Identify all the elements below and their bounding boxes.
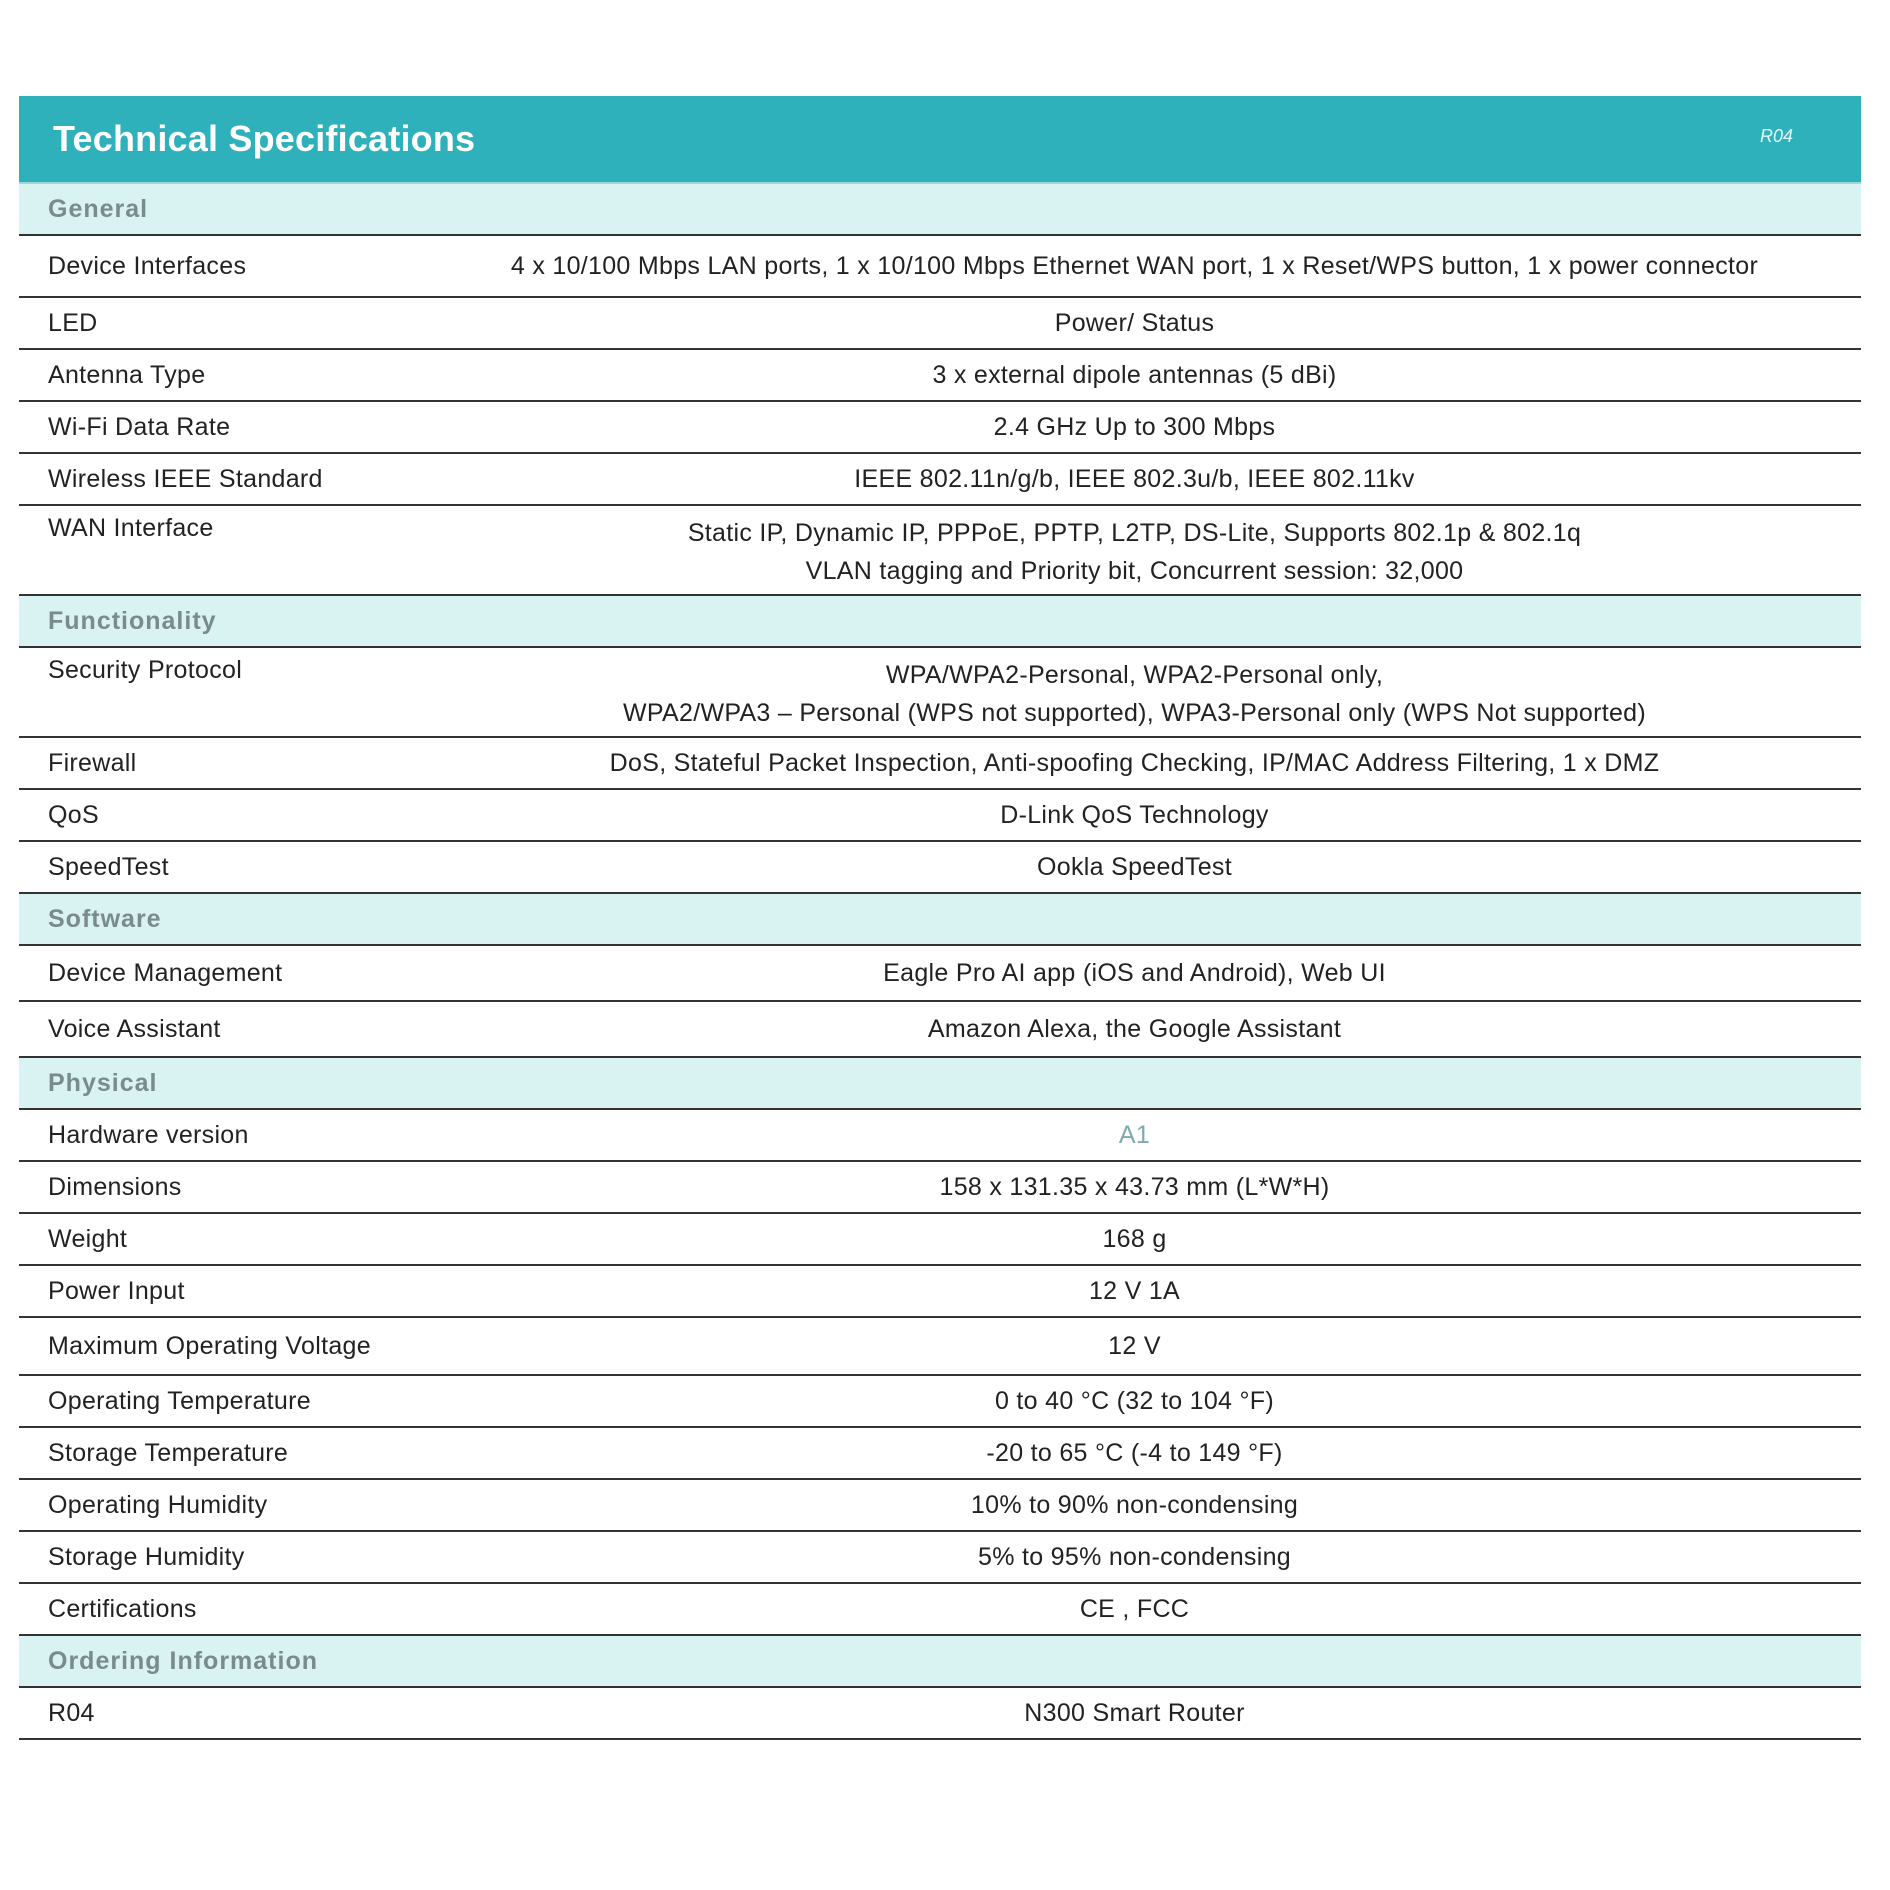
section-functionality-header [19,596,1861,648]
spec-label: Power Input [48,1276,185,1305]
section-title: Software [48,904,162,933]
spec-row-storage-temperature [19,1428,1861,1480]
spec-value: CE , FCC [1079,1595,1190,1623]
spec-label: Storage Humidity [48,1542,245,1571]
spec-label: Operating Humidity [48,1490,268,1519]
spec-row-ordering-r04 [19,1688,1861,1740]
spec-value [438,656,1861,732]
spec-value: 12 V 1A [1088,1277,1181,1305]
spec-row-led [19,298,1861,350]
spec-value-line: WPA/WPA2-Personal, WPA2-Personal only, [885,661,1384,689]
section-ordering-header [19,1636,1861,1688]
spec-label: Storage Temperature [48,1438,289,1467]
spec-value: -20 to 65 °C (-4 to 149 °F) [986,1439,1283,1467]
spec-label: Security Protocol [48,656,243,684]
spec-row-hardware-version [19,1110,1861,1162]
spec-row-speedtest [19,842,1861,894]
spec-value: 0 to 40 °C (32 to 104 °F) [994,1387,1275,1415]
spec-row-dimensions [19,1162,1861,1214]
spec-header [19,96,1861,184]
spec-row-firewall [19,738,1861,790]
spec-value: 10% to 90% non-condensing [970,1491,1299,1519]
spec-value: Eagle Pro AI app (iOS and Android), Web UI [883,959,1386,987]
spec-row-power-input [19,1266,1861,1318]
spec-row-wan-interface [19,506,1861,596]
spec-row-weight [19,1214,1861,1266]
spec-sheet [19,96,1861,1740]
section-title: Physical [48,1068,158,1097]
section-title: Functionality [48,606,217,635]
spec-value [438,514,1861,590]
section-software-header [19,894,1861,946]
spec-label: Device Interfaces [48,251,247,280]
spec-label: LED [48,308,98,337]
spec-row-operating-humidity [19,1480,1861,1532]
spec-value: Ookla SpeedTest [1037,853,1232,881]
spec-label: Device Management [48,958,283,987]
spec-row-device-interfaces [19,236,1861,298]
spec-row-security-protocol [19,648,1861,738]
section-title: General [48,194,149,223]
model-number: R04 [1759,126,1793,146]
spec-label: Certifications [48,1594,197,1623]
spec-value: Power/ Status [1054,309,1215,337]
spec-value-line: WPA2/WPA3 – Personal (WPS not supported), WPA3-Personal only (WPS Not supported) [623,699,1646,727]
spec-row-antenna-type [19,350,1861,402]
spec-label: SpeedTest [48,852,169,881]
spec-value: A1 [1118,1121,1151,1149]
spec-label: Wi-Fi Data Rate [48,412,231,441]
section-physical-header [19,1058,1861,1110]
section-title: Ordering Information [48,1646,318,1675]
spec-row-certifications [19,1584,1861,1636]
spec-label: Weight [48,1224,128,1253]
spec-value: DoS, Stateful Packet Inspection, Anti-spoofing Checking, IP/MAC Address Filtering, 1 x DMZ [609,749,1660,777]
spec-row-operating-temperature [19,1376,1861,1428]
spec-label: Voice Assistant [48,1014,221,1043]
spec-value: 5% to 95% non-condensing [978,1543,1291,1571]
spec-label: Hardware version [48,1120,249,1149]
spec-value-line: Static IP, Dynamic IP, PPPoE, PPTP, L2TP, DS-Lite, Supports 802.1p & 802.1q [687,519,1582,547]
spec-value: D-Link QoS Technology [1000,801,1269,829]
spec-label: Maximum Operating Voltage [48,1331,371,1360]
spec-value: 12 V [1108,1332,1161,1360]
spec-label: Dimensions [48,1172,182,1201]
spec-row-device-management [19,946,1861,1002]
spec-label: R04 [48,1698,95,1727]
spec-row-storage-humidity [19,1532,1861,1584]
section-general-header [19,184,1861,236]
spec-value: 168 g [1102,1225,1167,1253]
spec-label: Antenna Type [48,360,206,389]
spec-label: QoS [48,800,99,829]
spec-value: IEEE 802.11n/g/b, IEEE 802.3u/b, IEEE 802.11kv [854,465,1415,493]
spec-value: 4 x 10/100 Mbps LAN ports, 1 x 10/100 Mbps Ethernet WAN port, 1 x Reset/WPS button, 1 x power connector [510,252,1759,280]
spec-row-wireless-standard [19,454,1861,506]
spec-value-line: VLAN tagging and Priority bit, Concurrent session: 32,000 [805,557,1464,585]
spec-label: Firewall [48,748,137,777]
spec-value: Amazon Alexa, the Google Assistant [927,1015,1342,1043]
spec-value: 3 x external dipole antennas (5 dBi) [932,361,1337,389]
spec-row-wifi-data-rate [19,402,1861,454]
spec-value: 2.4 GHz Up to 300 Mbps [993,413,1276,441]
spec-label: Wireless IEEE Standard [48,464,323,493]
spec-label: Operating Temperature [48,1386,311,1415]
spec-row-max-operating-voltage [19,1318,1861,1376]
spec-row-voice-assistant [19,1002,1861,1058]
spec-value: 158 x 131.35 x 43.73 mm (L*W*H) [939,1173,1330,1201]
spec-value: N300 Smart Router [1024,1699,1245,1727]
page-title: Technical Specifications [53,118,476,159]
spec-row-qos [19,790,1861,842]
spec-label: WAN Interface [48,514,214,542]
